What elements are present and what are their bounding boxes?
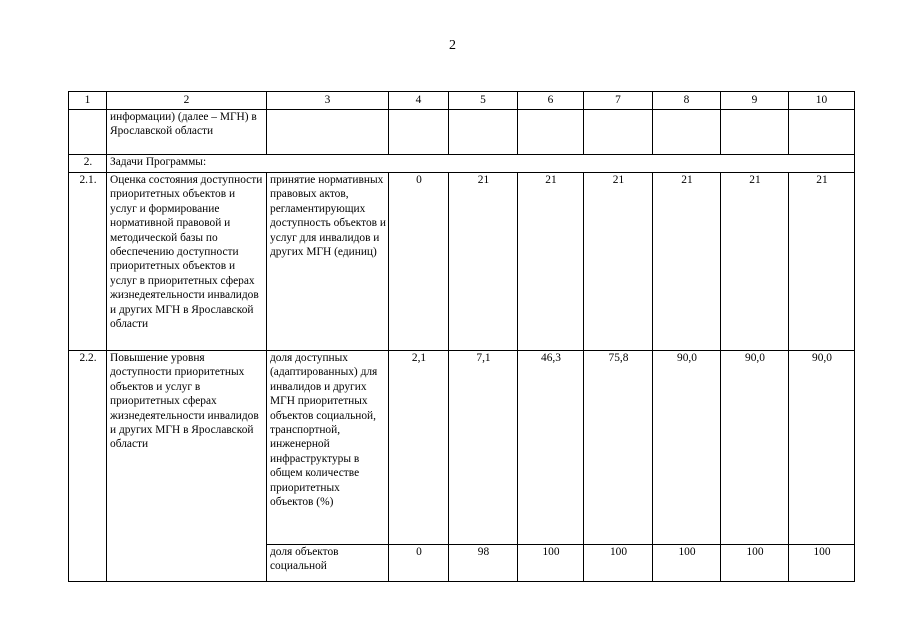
value-cell: 90,0 xyxy=(653,351,721,545)
indicators-table xyxy=(68,91,855,582)
value-cell: 0 xyxy=(389,173,449,351)
value-cell: 46,3 xyxy=(518,351,584,545)
table-row xyxy=(69,351,855,545)
task-text: Оценка состояния доступности приоритетных объектов и услуг и формирование нормативной правовой и методической базы по обеспечению доступности приоритетных объектов и услуг в приоритетных сферах жизнедеятельности инвалидов и других МГН в Ярославской области xyxy=(107,173,267,351)
value-cell: 75,8 xyxy=(584,351,653,545)
value-cell: 100 xyxy=(721,545,789,582)
value-cell: 21 xyxy=(789,173,855,351)
value-cell: 0 xyxy=(389,545,449,582)
continuation-text: информации) (далее – МГН) в Ярославской области xyxy=(107,110,267,155)
row-number: 2.1. xyxy=(69,173,107,351)
header-cell: 6 xyxy=(518,92,584,110)
indicator-name: принятие нормативных правовых актов, регламентирующих доступность объектов и услуг для инвалидов и других МГН (единиц) xyxy=(267,173,389,351)
header-row xyxy=(69,92,855,110)
value-cell: 100 xyxy=(653,545,721,582)
header-cell: 1 xyxy=(69,92,107,110)
page-number: 2 xyxy=(449,38,456,53)
row-number: 2.2. xyxy=(69,351,107,582)
section-row xyxy=(69,155,855,173)
table-row xyxy=(69,173,855,351)
value-cell: 90,0 xyxy=(789,351,855,545)
indicator-name: доля доступных (адаптированных) для инвалидов и других МГН приоритетных объектов социальной, транспортной, инженерной инфраструктуры в общем количестве приоритетных объектов (%) xyxy=(267,351,389,545)
section-number: 2. xyxy=(69,155,107,173)
section-label: Задачи Программы: xyxy=(107,155,855,173)
value-cell: 100 xyxy=(584,545,653,582)
value-cell: 98 xyxy=(449,545,518,582)
header-cell: 8 xyxy=(653,92,721,110)
value-cell: 21 xyxy=(584,173,653,351)
value-cell: 100 xyxy=(789,545,855,582)
header-cell: 3 xyxy=(267,92,389,110)
header-cell: 7 xyxy=(584,92,653,110)
value-cell: 21 xyxy=(653,173,721,351)
value-cell: 21 xyxy=(449,173,518,351)
value-cell: 21 xyxy=(721,173,789,351)
header-cell: 9 xyxy=(721,92,789,110)
header-cell: 4 xyxy=(389,92,449,110)
header-cell: 5 xyxy=(449,92,518,110)
continuation-row xyxy=(69,110,855,155)
header-cell: 10 xyxy=(789,92,855,110)
value-cell: 100 xyxy=(518,545,584,582)
value-cell: 2,1 xyxy=(389,351,449,545)
value-cell: 21 xyxy=(518,173,584,351)
task-text: Повышение уровня доступности приоритетных объектов и услуг в приоритетных сферах жизнедеятельности инвалидов и других МГН в Ярославской области xyxy=(107,351,267,582)
header-cell: 2 xyxy=(107,92,267,110)
value-cell: 7,1 xyxy=(449,351,518,545)
indicator-name: доля объектов социальной xyxy=(267,545,389,582)
value-cell: 90,0 xyxy=(721,351,789,545)
